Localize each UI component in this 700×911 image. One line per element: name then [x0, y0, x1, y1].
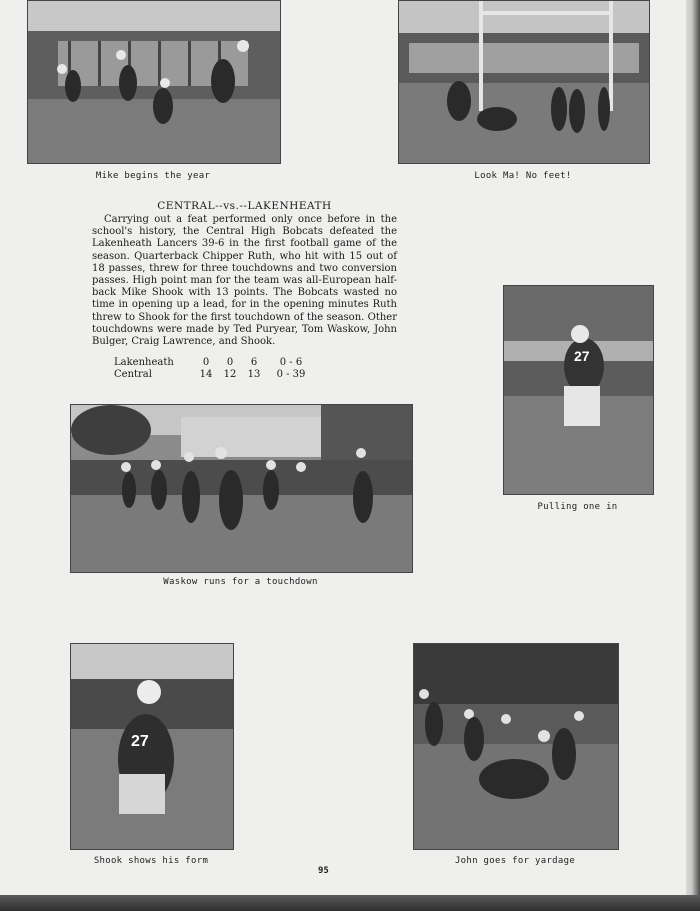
photo-mike-begins: [27, 0, 281, 164]
story-body: Carrying out a feat performed only once before in the school's history, the Central High Bobcats defeated the Lakenheath Lancers 39-6 in the first football game of the season. Quarterback Chipper Ruth, who hit with 15 out of 18 passes, threw for three touchdowns and two conversion passes. High point man for the team was all-European half-back Mike Shook with 13 points. The Bobcats wasted no time in opening up a lead, for in the opening minutes Ruth threw to Shook for the first touchdown of the season. Other touchdowns were made by Ted Puryear, Tom Waskow, John Bulger, Craig Lawrence, and Shook.: [92, 214, 397, 348]
photo-john-yardage: [413, 643, 619, 850]
caption-photo5: Shook shows his form: [93, 856, 209, 866]
caption-photo2: Look Ma! No feet!: [474, 171, 572, 181]
jersey-number-27: 27: [574, 348, 590, 364]
score-q1: 14: [199, 368, 213, 380]
caption-photo1: Mike begins the year: [95, 171, 211, 181]
score-q3: 6: [250, 356, 258, 368]
page-gutter: [686, 0, 700, 911]
score-q1: 0: [202, 356, 210, 368]
score-q3: 13: [247, 368, 261, 380]
photo-waskow-runs: [70, 404, 413, 573]
score-final: 0 - 39: [276, 368, 306, 380]
score-row-central: [114, 368, 316, 380]
score-row-lakenheath: [114, 356, 316, 368]
score-team: Lakenheath: [114, 356, 174, 368]
caption-photo6: John goes for yardage: [454, 856, 576, 866]
photo-shook-form: [70, 643, 234, 850]
caption-photo3: Pulling one in: [537, 502, 618, 512]
jersey-number-27: 27: [131, 733, 149, 750]
scoreboard-table: [114, 356, 316, 380]
photo-pulling-one-in: [503, 285, 654, 495]
game-story: [92, 200, 397, 348]
story-headline: CENTRAL--vs.--LAKENHEATH: [157, 200, 332, 212]
page-number: 95: [318, 866, 329, 876]
score-q2: 12: [223, 368, 237, 380]
score-team: Central: [114, 368, 152, 380]
caption-photo4: Waskow runs for a touchdown: [163, 577, 318, 587]
score-final: 0 - 6: [279, 356, 303, 368]
score-q2: 0: [226, 356, 234, 368]
page-bottom-edge: [0, 895, 700, 911]
photo-look-ma: [398, 0, 650, 164]
